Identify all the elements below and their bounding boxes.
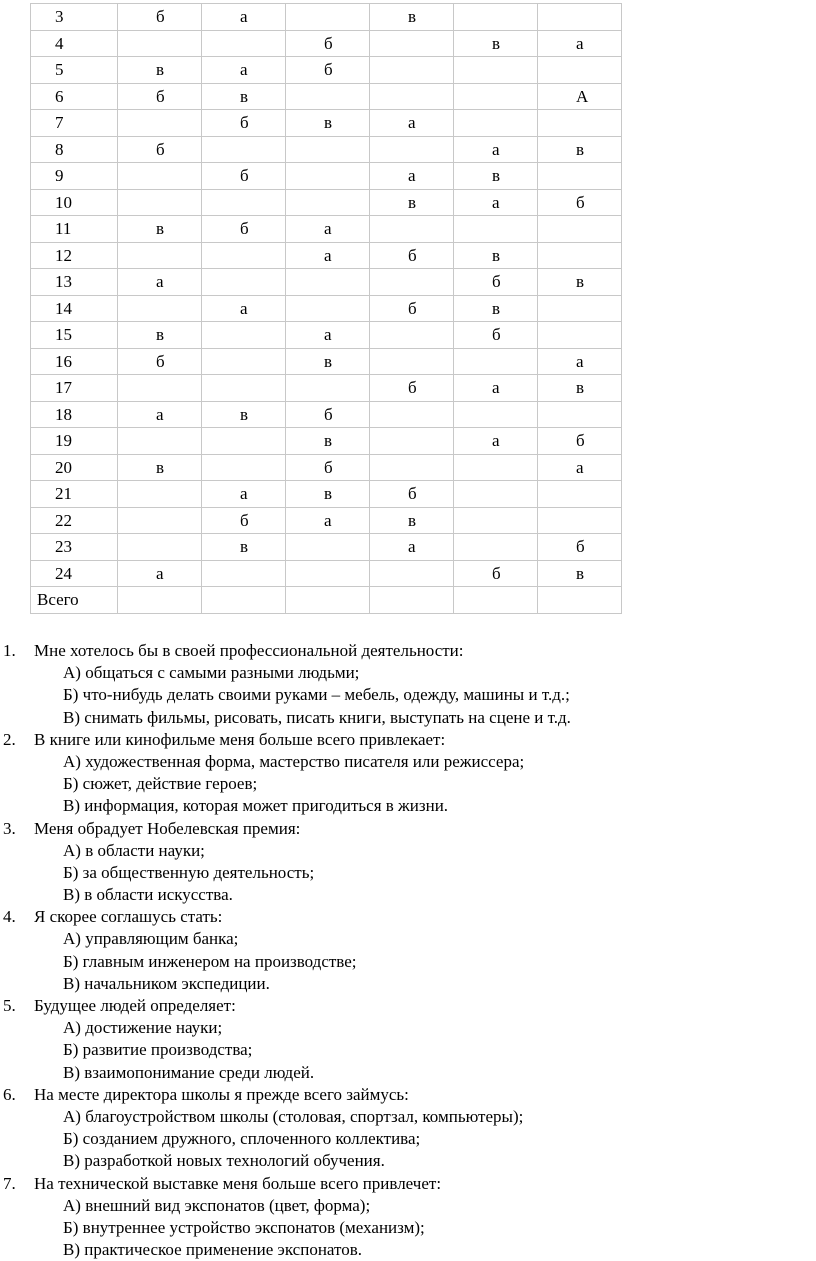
answer-cell: в <box>202 83 286 110</box>
table-row <box>31 110 622 137</box>
question-number-cell: 19 <box>31 428 118 455</box>
answer-cell <box>286 163 370 190</box>
answer-cell: а <box>286 507 370 534</box>
answer-cell: а <box>454 375 538 402</box>
question-heading <box>0 640 816 662</box>
question-heading <box>0 995 816 1017</box>
answer-cell <box>454 110 538 137</box>
answer-cell <box>538 242 622 269</box>
answer-cell <box>118 163 202 190</box>
answer-cell <box>538 216 622 243</box>
answer-cell: А <box>538 83 622 110</box>
table-row <box>31 83 622 110</box>
question-number-cell: 6 <box>31 83 118 110</box>
answer-cell <box>370 428 454 455</box>
total-cell <box>118 587 202 614</box>
answer-cell: в <box>454 163 538 190</box>
answer-cell <box>286 136 370 163</box>
answer-cell: а <box>118 401 202 428</box>
question-text: Я скорее соглашусь стать: <box>0 906 816 928</box>
table-row <box>31 507 622 534</box>
question-text: На технической выставке меня больше всего привлечет: <box>0 1173 816 1195</box>
answer-cell <box>454 216 538 243</box>
answer-cell: в <box>538 560 622 587</box>
question-number-cell: 8 <box>31 136 118 163</box>
answer-cell <box>370 560 454 587</box>
answer-cell: в <box>370 4 454 31</box>
answer-cell: б <box>538 534 622 561</box>
table-row <box>31 428 622 455</box>
answer-cell <box>118 110 202 137</box>
answer-cell: б <box>538 189 622 216</box>
answer-cell <box>370 454 454 481</box>
question-number: 1. <box>3 640 16 662</box>
answer-cell: б <box>202 163 286 190</box>
answer-cell <box>202 560 286 587</box>
answer-cell: а <box>202 481 286 508</box>
question-number-cell: 3 <box>31 4 118 31</box>
question-number-cell: 7 <box>31 110 118 137</box>
answer-cell: б <box>202 507 286 534</box>
question-number-cell: 15 <box>31 322 118 349</box>
total-cell <box>202 587 286 614</box>
answer-cell <box>454 401 538 428</box>
answer-cell <box>454 83 538 110</box>
answer-cell <box>370 30 454 57</box>
answer-cell <box>538 163 622 190</box>
question-number-cell: 5 <box>31 57 118 84</box>
answer-cell: б <box>286 401 370 428</box>
question-number-cell: 14 <box>31 295 118 322</box>
question-number: 7. <box>3 1173 16 1195</box>
answer-cell <box>538 295 622 322</box>
answer-cell <box>538 57 622 84</box>
answer-cell <box>370 401 454 428</box>
question-number: 4. <box>3 906 16 928</box>
answer-cell: а <box>370 110 454 137</box>
answer-cell <box>118 30 202 57</box>
answer-cell <box>202 348 286 375</box>
question-heading <box>0 906 816 928</box>
question-number-cell: 11 <box>31 216 118 243</box>
answer-cell <box>454 481 538 508</box>
answer-cell <box>454 348 538 375</box>
question-number-cell: 9 <box>31 163 118 190</box>
answer-option: Б) главным инженером на производстве; <box>0 951 816 973</box>
answer-cell <box>286 375 370 402</box>
answer-cell <box>202 189 286 216</box>
question-item <box>0 906 816 995</box>
question-item <box>0 1173 816 1261</box>
answer-cell: б <box>118 4 202 31</box>
answer-cell: б <box>454 269 538 296</box>
table-row <box>31 454 622 481</box>
answer-cell: б <box>286 30 370 57</box>
answer-cell: в <box>286 348 370 375</box>
answer-cell: а <box>118 269 202 296</box>
answer-option: Б) развитие производства; <box>0 1039 816 1061</box>
answer-cell <box>538 401 622 428</box>
question-number-cell: 21 <box>31 481 118 508</box>
question-number-cell: 13 <box>31 269 118 296</box>
question-item <box>0 995 816 1084</box>
answer-cell: в <box>118 216 202 243</box>
table-row <box>31 242 622 269</box>
answer-cell: б <box>118 136 202 163</box>
answer-option: В) начальником экспедиции. <box>0 973 816 995</box>
answer-cell <box>286 269 370 296</box>
question-number: 3. <box>3 818 16 840</box>
answer-cell: б <box>370 242 454 269</box>
answer-cell <box>286 189 370 216</box>
answer-cell: а <box>538 30 622 57</box>
total-cell <box>454 587 538 614</box>
answer-cell <box>286 534 370 561</box>
answer-option: А) благоустройством школы (столовая, спортзал, компьютеры); <box>0 1106 816 1128</box>
answer-cell: б <box>454 560 538 587</box>
total-cell <box>538 587 622 614</box>
answer-cell: в <box>286 481 370 508</box>
question-number-cell: 22 <box>31 507 118 534</box>
question-number-cell: 4 <box>31 30 118 57</box>
answer-cell <box>202 242 286 269</box>
answer-cell <box>538 507 622 534</box>
answer-cell <box>538 110 622 137</box>
answer-cell: б <box>538 428 622 455</box>
answer-cell: а <box>286 322 370 349</box>
answer-cell <box>370 269 454 296</box>
answer-cell: а <box>202 4 286 31</box>
answer-cell <box>370 83 454 110</box>
answer-cell: в <box>286 110 370 137</box>
answer-cell <box>370 348 454 375</box>
table-row <box>31 534 622 561</box>
answer-cell <box>370 136 454 163</box>
answer-cell: а <box>370 163 454 190</box>
total-label: Всего <box>31 587 118 614</box>
answer-option: Б) внутреннее устройство экспонатов (механизм); <box>0 1217 816 1239</box>
answer-cell: в <box>370 507 454 534</box>
answer-cell <box>202 269 286 296</box>
answer-cell: а <box>286 242 370 269</box>
total-cell <box>370 587 454 614</box>
answer-option: Б) созданием дружного, сплоченного коллектива; <box>0 1128 816 1150</box>
question-number: 2. <box>3 729 16 751</box>
answer-cell <box>538 322 622 349</box>
table-row <box>31 401 622 428</box>
answer-cell: а <box>202 295 286 322</box>
answer-cell <box>454 57 538 84</box>
answer-cell <box>118 507 202 534</box>
answer-cell: в <box>202 401 286 428</box>
answer-cell: а <box>286 216 370 243</box>
answer-cell: б <box>454 322 538 349</box>
answer-cell <box>202 454 286 481</box>
answer-option: В) разработкой новых технологий обучения. <box>0 1150 816 1172</box>
question-item <box>0 640 816 729</box>
table-row <box>31 189 622 216</box>
answer-cell <box>202 322 286 349</box>
answer-cell <box>118 534 202 561</box>
answer-cell <box>454 534 538 561</box>
question-number-cell: 10 <box>31 189 118 216</box>
question-number-cell: 23 <box>31 534 118 561</box>
answer-key-table <box>30 3 622 614</box>
answer-cell: а <box>202 57 286 84</box>
answer-cell: а <box>118 560 202 587</box>
answer-cell: б <box>370 375 454 402</box>
total-cell <box>286 587 370 614</box>
answer-cell: в <box>286 428 370 455</box>
answer-option: А) общаться с самыми разными людьми; <box>0 662 816 684</box>
question-number-cell: 20 <box>31 454 118 481</box>
question-text: Будущее людей определяет: <box>0 995 816 1017</box>
question-item <box>0 1084 816 1173</box>
answer-cell: б <box>202 110 286 137</box>
answer-cell: б <box>286 57 370 84</box>
answer-cell: в <box>370 189 454 216</box>
table-row <box>31 216 622 243</box>
table-row <box>31 481 622 508</box>
answer-cell: в <box>118 322 202 349</box>
total-row <box>31 587 622 614</box>
table-row <box>31 295 622 322</box>
answer-cell <box>370 216 454 243</box>
answer-option: А) достижение науки; <box>0 1017 816 1039</box>
answer-cell <box>454 507 538 534</box>
answer-option: А) в области науки; <box>0 840 816 862</box>
answer-cell: а <box>454 136 538 163</box>
table-row <box>31 136 622 163</box>
answer-cell <box>202 30 286 57</box>
answer-option: В) снимать фильмы, рисовать, писать книги, выступать на сцене и т.д. <box>0 707 816 729</box>
answer-cell: б <box>370 481 454 508</box>
answer-cell <box>202 375 286 402</box>
answer-option: В) взаимопонимание среди людей. <box>0 1062 816 1084</box>
answer-cell: в <box>538 136 622 163</box>
answer-option: В) информация, которая может пригодиться в жизни. <box>0 795 816 817</box>
answer-cell <box>454 454 538 481</box>
answer-cell <box>202 136 286 163</box>
answer-option: Б) что-нибудь делать своими руками – мебель, одежду, машины и т.д.; <box>0 684 816 706</box>
question-text: На месте директора школы я прежде всего займусь: <box>0 1084 816 1106</box>
table-row <box>31 560 622 587</box>
table-row <box>31 163 622 190</box>
question-number-cell: 16 <box>31 348 118 375</box>
answer-cell <box>538 4 622 31</box>
question-item <box>0 729 816 818</box>
question-item <box>0 818 816 907</box>
question-text: Мне хотелось бы в своей профессиональной деятельности: <box>0 640 816 662</box>
answer-cell <box>538 481 622 508</box>
answer-cell <box>370 322 454 349</box>
answer-cell: б <box>118 83 202 110</box>
answer-cell: б <box>118 348 202 375</box>
answer-cell <box>118 242 202 269</box>
answer-cell <box>286 4 370 31</box>
answer-cell: в <box>118 454 202 481</box>
answer-cell: в <box>454 295 538 322</box>
table-row <box>31 375 622 402</box>
answer-cell: а <box>454 189 538 216</box>
answer-cell: б <box>370 295 454 322</box>
question-number-cell: 24 <box>31 560 118 587</box>
answer-cell <box>286 560 370 587</box>
question-heading <box>0 818 816 840</box>
answer-option: А) художественная форма, мастерство писателя или режиссера; <box>0 751 816 773</box>
table-row <box>31 269 622 296</box>
answer-cell: в <box>538 375 622 402</box>
answer-cell <box>118 189 202 216</box>
question-heading <box>0 729 816 751</box>
answer-cell: в <box>118 57 202 84</box>
question-number-cell: 17 <box>31 375 118 402</box>
answer-cell: в <box>538 269 622 296</box>
question-text: В книге или кинофильме меня больше всего привлекает: <box>0 729 816 751</box>
table-row <box>31 348 622 375</box>
questionnaire <box>0 640 816 1261</box>
question-text: Меня обрадует Нобелевская премия: <box>0 818 816 840</box>
answer-cell: в <box>454 30 538 57</box>
answer-key-body <box>31 4 622 614</box>
answer-option: А) внешний вид экспонатов (цвет, форма); <box>0 1195 816 1217</box>
table-row <box>31 322 622 349</box>
answer-cell <box>286 295 370 322</box>
question-heading <box>0 1173 816 1195</box>
table-row <box>31 30 622 57</box>
answer-cell: а <box>454 428 538 455</box>
answer-cell: б <box>202 216 286 243</box>
answer-cell <box>202 428 286 455</box>
answer-option: Б) сюжет, действие героев; <box>0 773 816 795</box>
answer-cell: а <box>538 348 622 375</box>
question-number-cell: 12 <box>31 242 118 269</box>
answer-cell: в <box>454 242 538 269</box>
answer-cell <box>118 375 202 402</box>
answer-cell: б <box>286 454 370 481</box>
answer-option: А) управляющим банка; <box>0 928 816 950</box>
answer-cell: а <box>538 454 622 481</box>
question-number: 5. <box>3 995 16 1017</box>
answer-cell: а <box>370 534 454 561</box>
table-row <box>31 57 622 84</box>
answer-cell <box>118 481 202 508</box>
answer-cell: в <box>202 534 286 561</box>
answer-option: Б) за общественную деятельность; <box>0 862 816 884</box>
answer-option: В) в области искусства. <box>0 884 816 906</box>
answer-cell <box>118 428 202 455</box>
answer-cell <box>286 83 370 110</box>
table-row <box>31 4 622 31</box>
question-number: 6. <box>3 1084 16 1106</box>
answer-cell <box>118 295 202 322</box>
question-number-cell: 18 <box>31 401 118 428</box>
answer-cell <box>370 57 454 84</box>
answer-option: В) практическое применение экспонатов. <box>0 1239 816 1261</box>
question-heading <box>0 1084 816 1106</box>
answer-cell <box>454 4 538 31</box>
